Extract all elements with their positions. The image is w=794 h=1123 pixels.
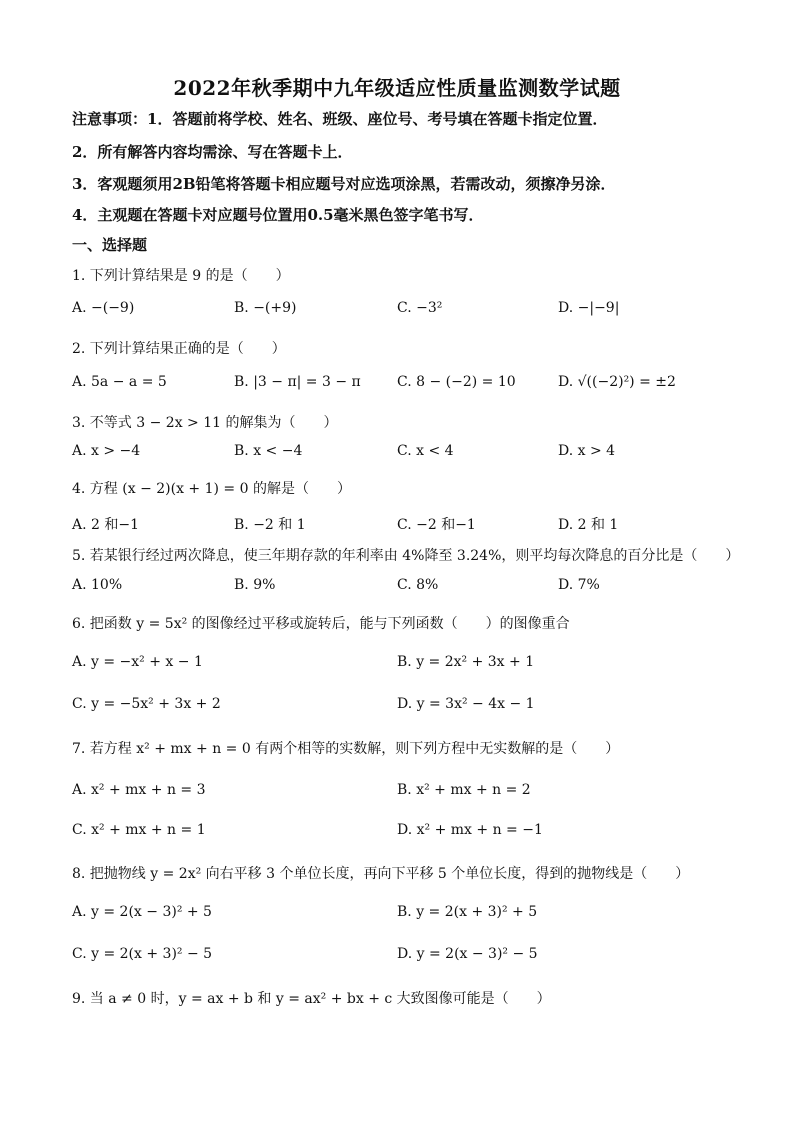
question-1-stem: 1. 下列计算结果是 9 的是（ ） (72, 268, 290, 284)
question-6-stem: 6. 把函数 y = 5x² 的图像经过平移或旋转后，能与下列函数（ ）的图像重合 (72, 616, 570, 632)
option-a[interactable]: A. x² + mx + n = 3 (72, 782, 206, 798)
notice-line-3: 3．客观题须用2B铅笔将答题卡相应题号对应选项涂黑，若需改动，须擦净另涂． (72, 175, 616, 193)
option-a[interactable]: A. y = 2(x − 3)² + 5 (72, 904, 212, 920)
option-c[interactable]: C. 8% (397, 577, 439, 593)
question-7-options-row-1 (0, 782, 794, 806)
question-5-options (0, 577, 794, 601)
option-b[interactable]: B. |3 − π| = 3 − π (234, 374, 361, 390)
option-b[interactable]: B. x² + mx + n = 2 (397, 782, 531, 798)
option-c[interactable]: C. x < 4 (397, 443, 454, 459)
question-8-options-row-2 (0, 946, 794, 970)
notice-line-4: 4．主观题在答题卡对应题号位置用0.5毫米黑色签字笔书写． (72, 206, 484, 224)
option-a[interactable]: A. 2 和−1 (72, 517, 140, 533)
question-7-options-row-2 (0, 822, 794, 846)
option-a[interactable]: A. y = −x² + x − 1 (72, 654, 203, 670)
option-c[interactable]: C. −3² (397, 300, 443, 316)
option-c[interactable]: C. −2 和−1 (397, 517, 476, 533)
question-8-options-row-1 (0, 904, 794, 928)
page-title: 2022年秋季期中九年级适应性质量监测数学试题 (173, 76, 621, 100)
option-b[interactable]: B. y = 2(x + 3)² + 5 (397, 904, 538, 920)
option-d[interactable]: D. y = 2(x − 3)² − 5 (397, 946, 538, 962)
option-d[interactable]: D. y = 3x² − 4x − 1 (397, 696, 535, 712)
option-c[interactable]: C. 8 − (−2) = 10 (397, 374, 516, 390)
question-3-stem: 3. 不等式 3 − 2x > 11 的解集为（ ） (72, 415, 338, 431)
option-b[interactable]: B. −(+9) (234, 300, 297, 316)
notice-line-2: 2．所有解答内容均需涂、写在答题卡上． (72, 143, 353, 161)
question-5-stem: 5. 若某银行经过两次降息，使三年期存款的年利率由 4%降至 3.24%，则平均每次降息的百分比是（ ） (72, 548, 740, 564)
option-a[interactable]: A. x > −4 (72, 443, 141, 459)
option-a[interactable]: A. −(−9) (72, 300, 135, 316)
question-7-stem: 7. 若方程 x² + mx + n = 0 有两个相等的实数解，则下列方程中无实数解的是（ ） (72, 741, 620, 757)
question-4-options (0, 514, 794, 538)
option-b[interactable]: B. y = 2x² + 3x + 1 (397, 654, 535, 670)
option-c[interactable]: C. x² + mx + n = 1 (72, 822, 206, 838)
section-heading: 一、选择题 (72, 236, 148, 254)
notice-line-1: 注意事项：1．答题前将学校、姓名、班级、座位号、考号填在答题卡指定位置． (72, 110, 608, 128)
option-b[interactable]: B. −2 和 1 (234, 517, 306, 533)
question-6-options-row-2 (0, 696, 794, 720)
option-d[interactable]: D. x² + mx + n = −1 (397, 822, 543, 838)
option-d[interactable]: D. 2 和 1 (558, 517, 619, 533)
question-4-stem: 4. 方程 (x − 2)(x + 1) = 0 的解是（ ） (72, 481, 351, 497)
option-c[interactable]: C. y = 2(x + 3)² − 5 (72, 946, 213, 962)
question-6-options-row-1 (0, 654, 794, 678)
question-2-stem: 2. 下列计算结果正确的是（ ） (72, 341, 286, 357)
question-9-stem: 9. 当 a ≠ 0 时，y = ax + b 和 y = ax² + bx + c 大致图像可能是（ ） (72, 991, 551, 1007)
option-a[interactable]: A. 10% (72, 577, 123, 593)
option-b[interactable]: B. x < −4 (234, 443, 303, 459)
option-d[interactable]: D. −|−9| (558, 300, 620, 316)
option-c[interactable]: C. y = −5x² + 3x + 2 (72, 696, 221, 712)
question-1-options (0, 300, 794, 324)
question-3-options (0, 443, 794, 467)
question-8-stem: 8. 把抛物线 y = 2x² 向右平移 3 个单位长度，再向下平移 5 个单位长度，得到的抛物线是（ ） (72, 866, 690, 882)
option-d[interactable]: D. x > 4 (558, 443, 616, 459)
option-b[interactable]: B. 9% (234, 577, 276, 593)
question-2-options (0, 374, 794, 398)
option-d[interactable]: D. √((−2)²) = ±2 (558, 374, 676, 390)
option-d[interactable]: D. 7% (558, 577, 600, 593)
option-a[interactable]: A. 5a − a = 5 (72, 374, 167, 390)
